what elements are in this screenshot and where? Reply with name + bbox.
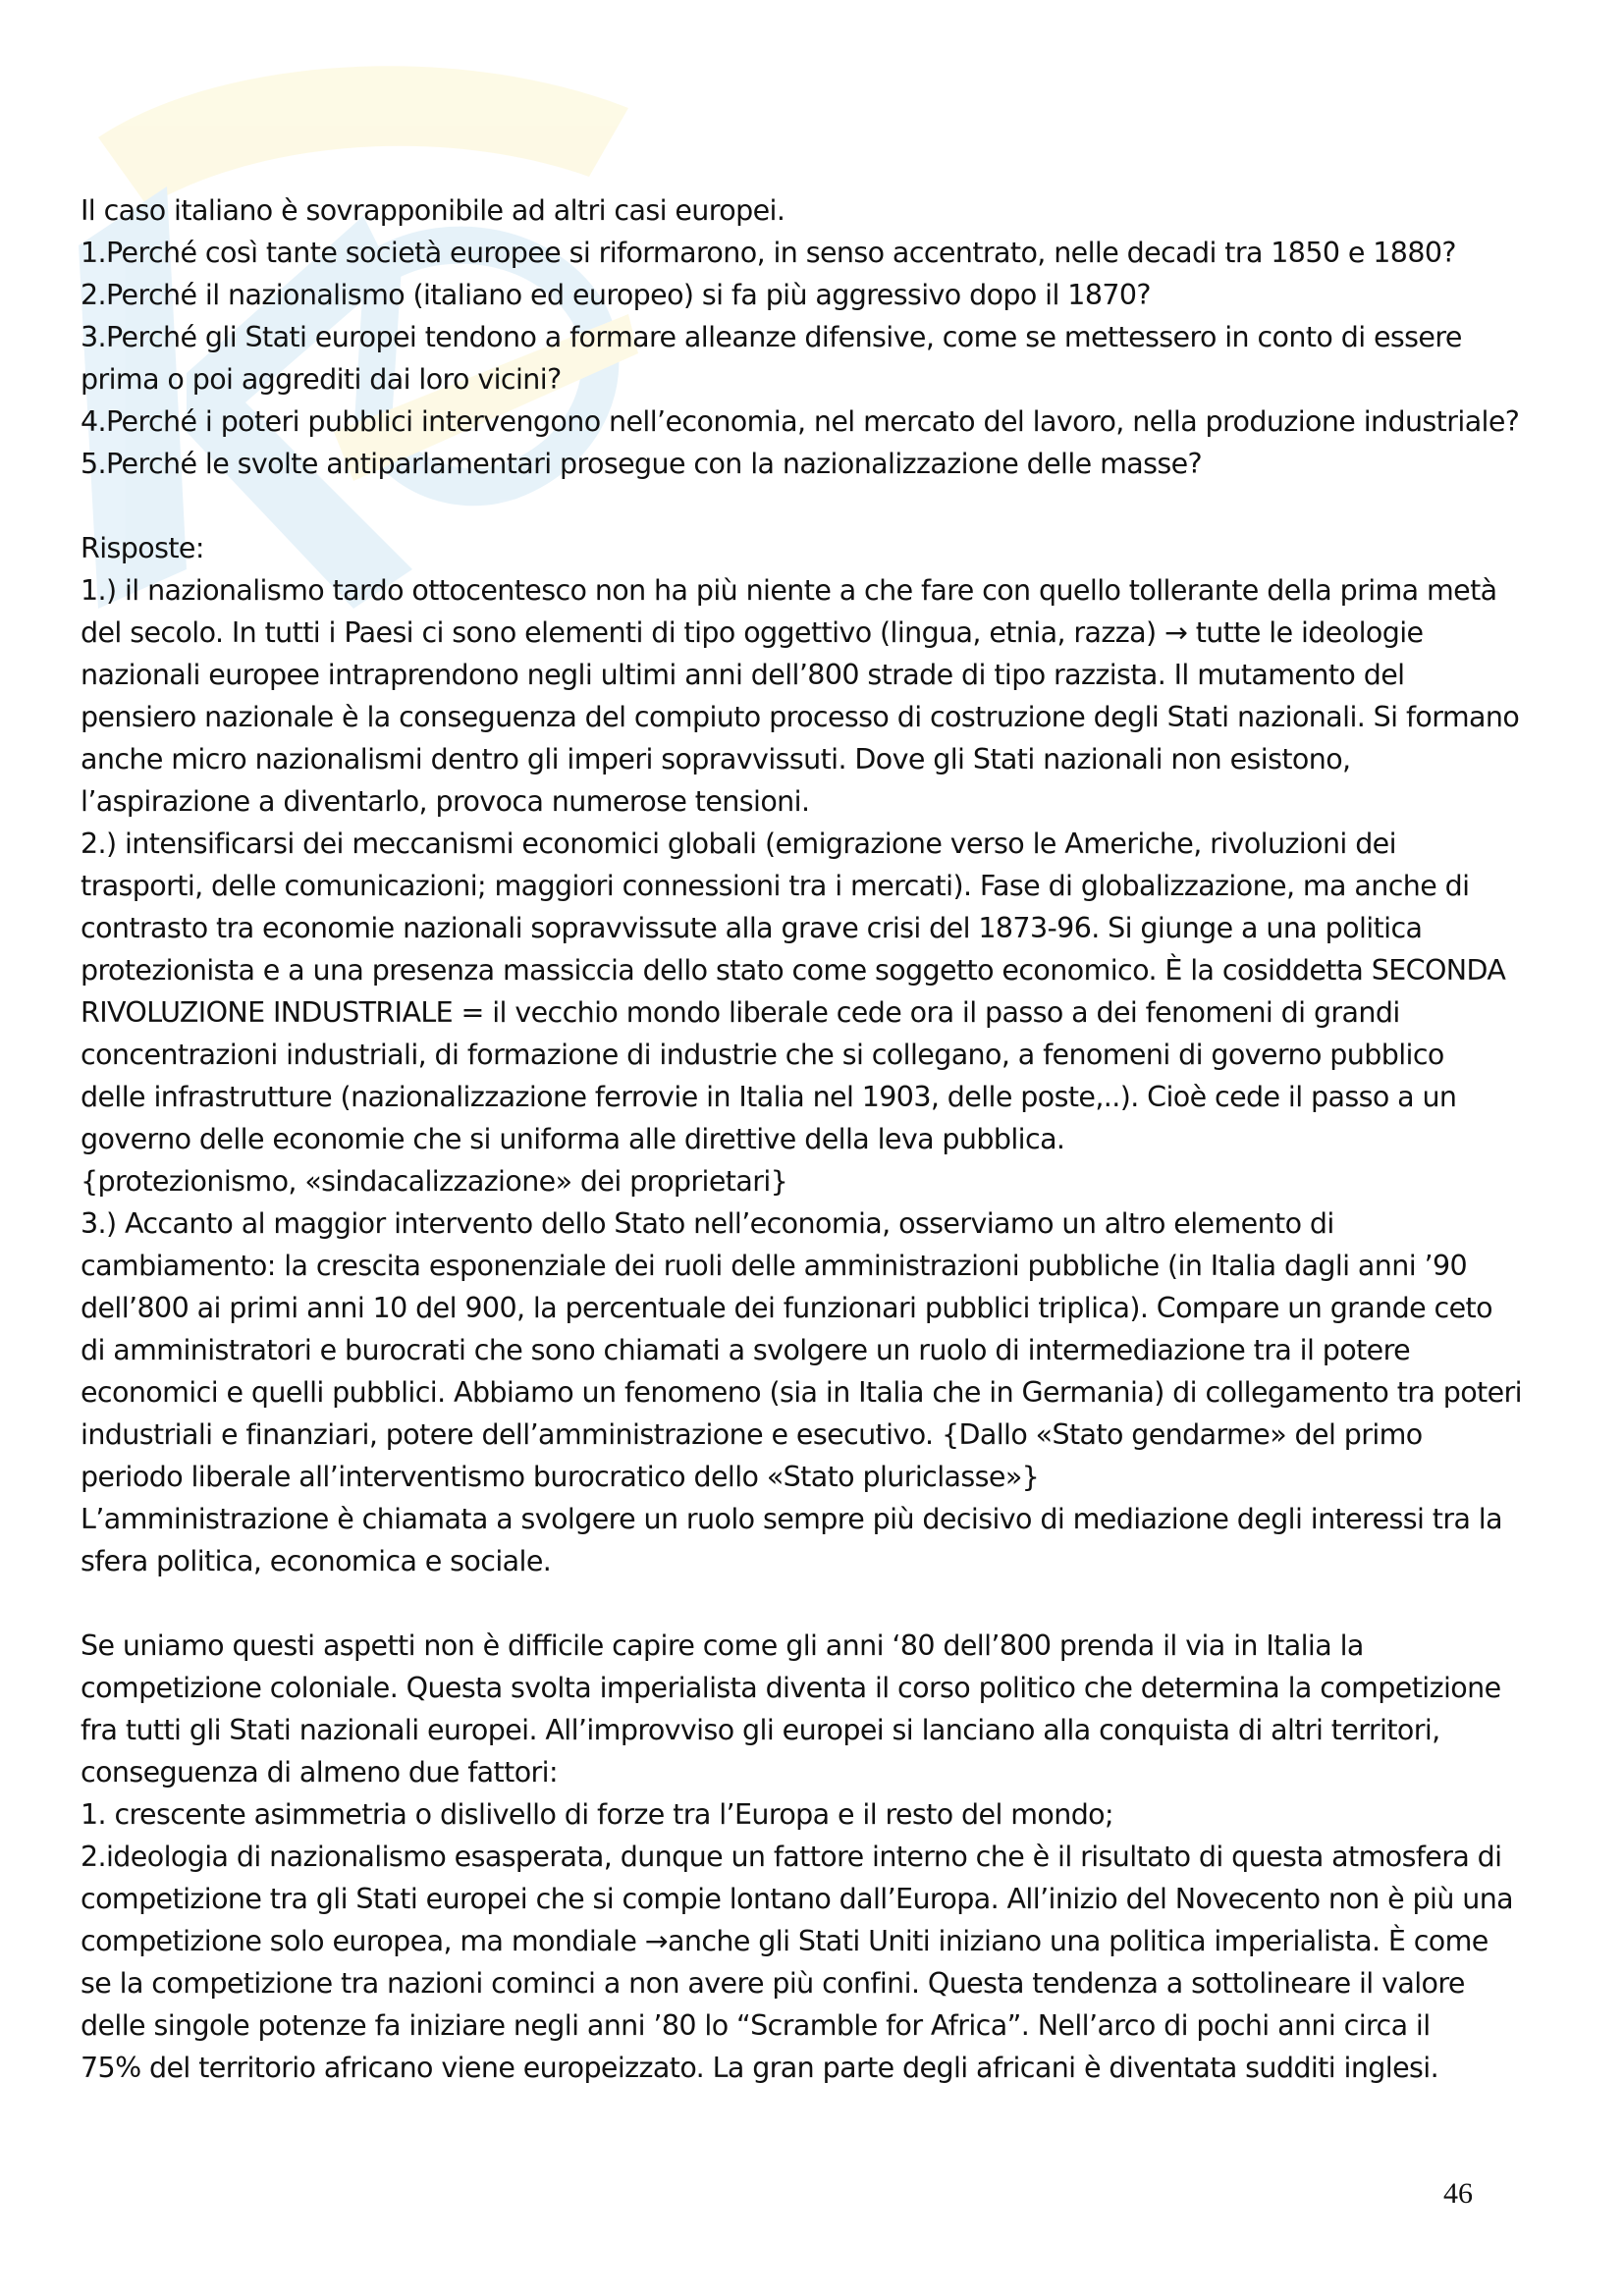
text-line: conseguenza di almeno due fattori: (81, 1756, 558, 1789)
text-line: 1. crescente asimmetria o dislivello di forze tra l’Europa e il resto del mondo; (81, 1798, 1114, 1831)
text-line: 75% del territorio africano viene europeizzato. La gran parte degli africani è diventata sudditi inglesi. (81, 2052, 1439, 2084)
text-line: cambiamento: la crescita esponenziale dei ruoli delle amministrazioni pubbliche (in Italia dagli anni ’90 (81, 1250, 1468, 1282)
text-line: trasporti, delle comunicazioni; maggiori connessioni tra i mercati). Fase di globalizzazione, ma anche di (81, 870, 1470, 902)
text-line: l’aspirazione a diventarlo, provoca numerose tensioni. (81, 785, 810, 818)
text-line: 2.) intensificarsi dei meccanismi economici globali (emigrazione verso le Americhe, rivoluzioni dei (81, 828, 1396, 860)
text-line: 2.ideologia di nazionalismo esasperata, dunque un fattore interno che è il risultato di questa atmosfera di (81, 1841, 1502, 1873)
text-line: RIVOLUZIONE INDUSTRIALE = il vecchio mondo liberale cede ora il passo a dei fenomeni di grandi (81, 996, 1400, 1029)
text-line: periodo liberale all’interventismo burocratico dello «Stato pluriclasse»} (81, 1461, 1040, 1493)
text-line: protezionista e a una presenza massiccia dello stato come soggetto economico. È la cosiddetta SECONDA (81, 954, 1506, 987)
text-line: pensiero nazionale è la conseguenza del compiuto processo di costruzione degli Stati nazionali. Si formano (81, 701, 1520, 733)
text-line: industriali e finanziari, potere dell’amministrazione e esecutivo. {Dallo «Stato gendarme» del primo (81, 1418, 1423, 1451)
text-line: Se uniamo questi aspetti non è difficile capire come gli anni ‘80 dell’800 prenda il via in Italia la (81, 1629, 1364, 1662)
text-line: 5.Perché le svolte antiparlamentari prosegue con la nazionalizzazione delle masse? (81, 448, 1203, 480)
text-line: anche micro nazionalismi dentro gli imperi sopravvissuti. Dove gli Stati nazionali non esistono, (81, 743, 1351, 775)
text-line: fra tutti gli Stati nazionali europei. All’improvviso gli europei si lanciano alla conquista di altri territori, (81, 1714, 1440, 1746)
text-line: L’amministrazione è chiamata a svolgere un ruolo sempre più decisivo di mediazione degli interessi tra la (81, 1503, 1502, 1535)
text-line: {protezionismo, «sindacalizzazione» dei proprietari} (81, 1165, 788, 1198)
text-line: governo delle economie che si uniforma alle direttive della leva pubblica. (81, 1123, 1065, 1155)
text-line: concentrazioni industriali, di formazione di industrie che si collegano, a fenomeni di governo pubblico (81, 1039, 1444, 1071)
text-line: contrasto tra economie nazionali sopravvissute alla grave crisi del 1873-96. Si giunge a una politica (81, 912, 1423, 944)
section-heading: Risposte: (81, 532, 204, 564)
text-line: delle infrastrutture (nazionalizzazione ferrovie in Italia nel 1903, delle poste,..). Cioè cede il passo a un (81, 1081, 1457, 1113)
text-line: 4.Perché i poteri pubblici intervengono nell’economia, nel mercato del lavoro, nella produzione industriale? (81, 405, 1520, 438)
text-line: dell’800 ai primi anni 10 del 900, la percentuale dei funzionari pubblici triplica). Compare un grande ceto (81, 1292, 1492, 1324)
text-line: sfera politica, economica e sociale. (81, 1545, 552, 1577)
page-number: 46 (1443, 2177, 1473, 2210)
text-line: del secolo. In tutti i Paesi ci sono elementi di tipo oggettivo (lingua, etnia, razza) → tutte le ideologie (81, 616, 1424, 649)
text-line: competizione coloniale. Questa svolta imperialista diventa il corso politico che determina la competizione (81, 1672, 1501, 1704)
text-line: 1.) il nazionalismo tardo ottocentesco non ha più niente a che fare con quello tollerante della prima metà (81, 574, 1497, 607)
text-line: prima o poi aggrediti dai loro vicini? (81, 363, 562, 396)
text-line: nazionali europee intraprendono negli ultimi anni dell’800 strade di tipo razzista. Il mutamento del (81, 659, 1405, 691)
text-line: di amministratori e burocrati che sono chiamati a svolgere un ruolo di intermediazione tra il potere (81, 1334, 1411, 1366)
text-line: competizione tra gli Stati europei che si compie lontano dall’Europa. All’inizio del Novecento non è più una (81, 1883, 1514, 1915)
text-line: 3.) Accanto al maggior intervento dello Stato nell’economia, osserviamo un altro elemento di (81, 1207, 1334, 1240)
text-line: economici e quelli pubblici. Abbiamo un fenomeno (sia in Italia che in Germania) di collegamento tra poteri (81, 1376, 1522, 1409)
text-line: 3.Perché gli Stati europei tendono a formare alleanze difensive, come se mettessero in conto di essere (81, 321, 1462, 353)
text-line: se la competizione tra nazioni cominci a non avere più confini. Questa tendenza a sottolineare il valore (81, 1967, 1465, 2000)
text-line: competizione solo europea, ma mondiale →anche gli Stati Uniti iniziano una politica imperialista. È come (81, 1925, 1489, 1957)
text-line: delle singole potenze fa iniziare negli anni ’80 lo “Scramble for Africa”. Nell’arco di pochi anni circa il (81, 2009, 1431, 2042)
text-line: Il caso italiano è sovrapponibile ad altri casi europei. (81, 194, 785, 227)
text-line: 2.Perché il nazionalismo (italiano ed europeo) si fa più aggressivo dopo il 1870? (81, 279, 1151, 311)
text-line: 1.Perché così tante società europee si riformarono, in senso accentrato, nelle decadi tra 1850 e 1880? (81, 237, 1456, 269)
